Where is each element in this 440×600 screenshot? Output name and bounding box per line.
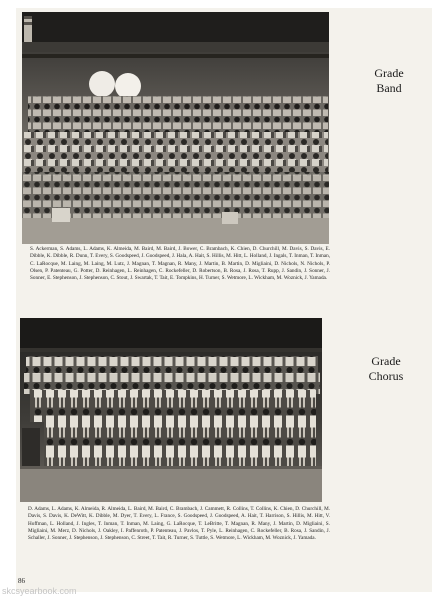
chorus-photo bbox=[20, 318, 322, 502]
page-number: 86 bbox=[18, 577, 25, 585]
chorus-caption: D. Adams, L. Adams, K. Almeida, R. Almeida, L. Baird, M. Baird, C. Brambach, J. Cammett, R. Collins, T. Collins, K. Chien, D. Churchill, M. Davis, S. Davis, K. DeWitt, K. Dibble, M. Dyer, T. Every, L. France, S. Goodspeed, J. Goodspeed, A. Hait, T. Harrison, S. Hillis, M. Hitt, V. Hoffman, L. Holland, J. Ingles, T. Inman, T. Inman, M. Laing, G. LaRocque, T. LeBritte, T. Magnan, R. Many, J. Martin, D. Migliaini, S. Migliaini, M. Merz, D. Nichols, J. Oakley, I. Paffenroth, P. Patenteau, J. Pavlos, T. Pyle, L. Reinhagen, C. Rockefeller, B. Rosa, J. Sandin, J. Schaller, J. Sonner, J. Stephenson, J. Stephenson, C. Street, T. Tait, R. Turner, S. Tuttle, S. Wetmore, L. Wickham, M. Woznick, J. Yamada. bbox=[28, 506, 330, 542]
band-title-line2: Band bbox=[376, 81, 402, 95]
chorus-title-line1: Grade bbox=[371, 354, 401, 368]
chorus-title bbox=[336, 354, 436, 384]
band-title-line1: Grade bbox=[374, 66, 404, 80]
band-photo bbox=[22, 12, 329, 244]
band-title bbox=[339, 66, 439, 96]
site-watermark: skcsyearbook.com bbox=[2, 586, 77, 596]
band-caption: S. Ackerman, S. Adams, L. Adams, K. Almeida, M. Baird, M. Baird, J. Bower, C. Brambach, K. Chien, D. Churchill, M. Davis, S. Davis, E. Dibble, K. Dibble, R. Dunn, T. Every, S. Goodspeed, J. Goodspeed, J. Hala, A. Hait, S. Hillis, M. Hitt, L. Holland, J. Ingals, T. Inman, T. Inman, C. LaRocque, M. Laing, M. Laing, M. Lutz, J. Magnan, T. Magnan, R. Many, J. Martin, B. Martin, D. Migliaini, D. Nichols, N. Nichols, P. Olsen, P. Patenteau, G. Potter, D. Reinhagen, L. Reinhagen, C. Rockefeller, D. Robertson, B. Rosa, J. Rosa, T. Rupp, J. Sandin, J. Sonner, J. Sonner, E. Stephenson, J. Stephenson, C. Stout, J. Swartak, T. Tait, E. Tompkins, H. Turner, S. Wetmore, L. Wickham, M. Woznick, J. Yamada. bbox=[30, 246, 330, 282]
yearbook-page bbox=[16, 8, 432, 592]
chorus-title-line2: Chorus bbox=[368, 369, 404, 383]
